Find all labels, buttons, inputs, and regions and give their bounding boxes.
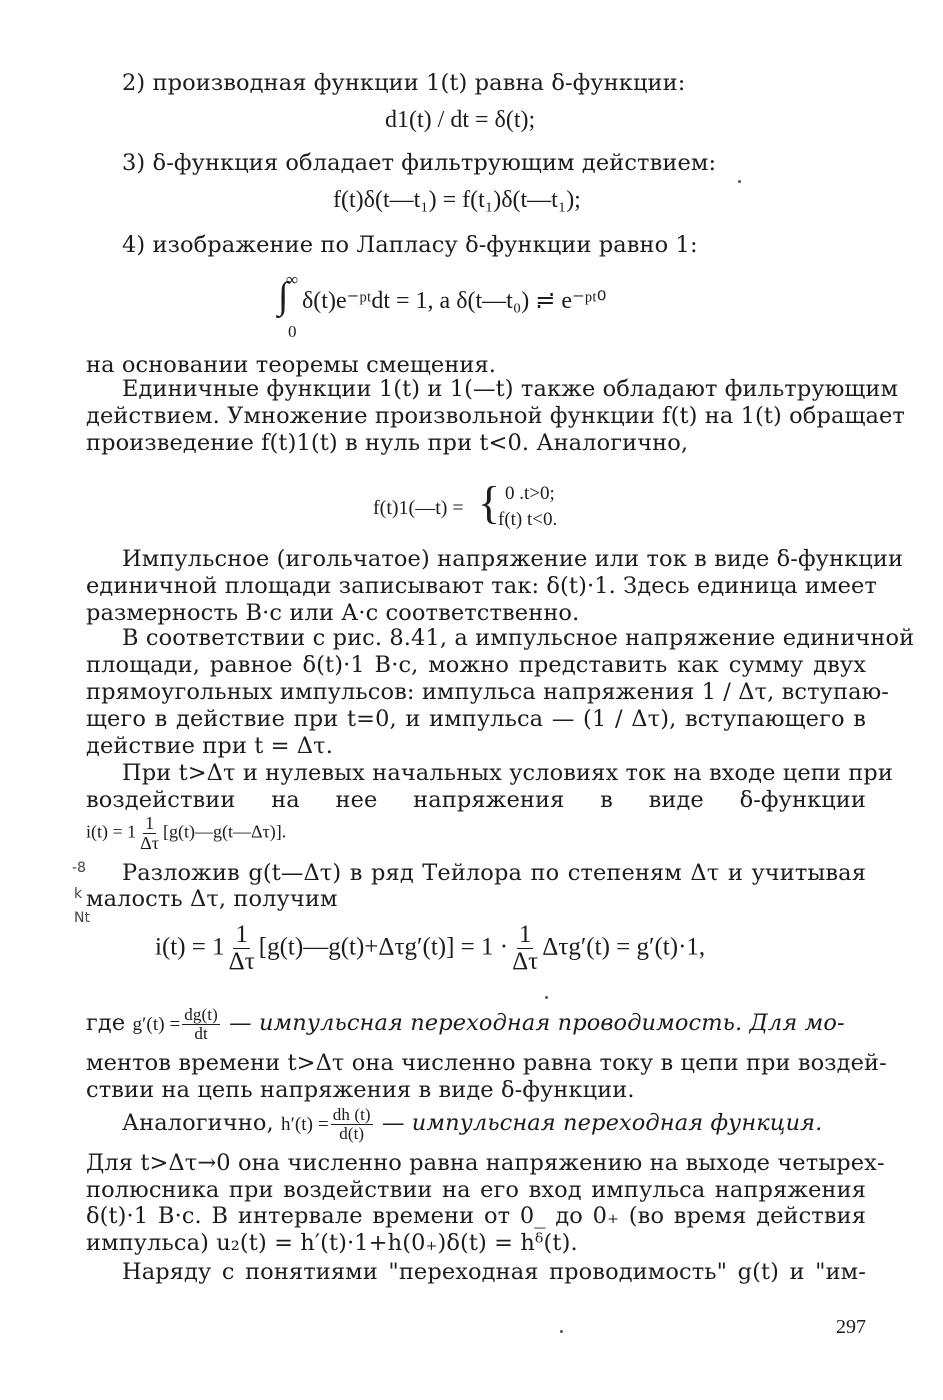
- paragraph-line: воздействии на нее напряжения в виде δ-функции: [86, 787, 866, 813]
- p8-num: dh (t): [332, 1104, 371, 1124]
- page-number: 297: [836, 1316, 866, 1338]
- paragraph-line: площади, равное δ(t)·1 В·с, можно представить как сумму двух: [86, 652, 866, 678]
- p8-den: d(t): [339, 1123, 365, 1143]
- paragraph-line: действием. Умножение произвольной функции f(t) на 1(t) обращает: [86, 403, 905, 429]
- p7-fraction: [182, 1006, 220, 1043]
- equation-taylor: [155, 922, 705, 976]
- speck: [545, 996, 548, 999]
- eq5-rhs: [g(t)—g(t—Δτ)].: [162, 821, 287, 842]
- p7-rest: — импульсная переходная проводимость. Для мо-: [229, 1010, 845, 1036]
- paragraph-line: действие при t = Δτ.: [86, 733, 333, 759]
- eq6-num-2: 1: [518, 921, 532, 948]
- eq6-rhs: Δτg′(t) = g′(t)·1,: [542, 933, 706, 961]
- equation-derivative: d1(t) / dt = δ(t);: [385, 107, 536, 133]
- paragraph-line: прямоугольных импульсов: импульса напряжения 1 / Δτ, вступаю-: [86, 679, 889, 705]
- eq6-mid: [g(t)—g(t)+Δτg′(t)] = 1 ·: [258, 933, 509, 961]
- paragraph-line: произведение f(t)1(t) в нуль при t<0. Аналогично,: [86, 430, 689, 456]
- equation-current-inline: [86, 814, 286, 853]
- equation-filter: f(t)δ(t—t₁) = f(t₁)δ(t—t₁);: [333, 187, 581, 213]
- eq5-fraction: [138, 814, 161, 853]
- eq6-lhs: i(t) = 1: [155, 933, 225, 961]
- p7-den: dt: [194, 1023, 208, 1043]
- p8-rest: — импульсная переходная функция.: [381, 1110, 823, 1136]
- paragraph-line: размерность В·с или А·с соответственно.: [86, 600, 580, 626]
- integral-sign-icon: ∫: [278, 275, 289, 317]
- paragraph-line: Разложив g(t—Δτ) в ряд Тейлора по степеням Δτ и учитывая: [122, 860, 866, 886]
- paragraph-line-hdef: [122, 1100, 866, 1148]
- margin-note: k: [74, 886, 83, 902]
- paragraph-line: δ(t)·1 В·с. В интервале времени от 0_ до 0₊ (во время действия: [86, 1203, 866, 1229]
- paragraph-line: Наряду с понятиями "переходная проводимость" g(t) и "им-: [122, 1259, 866, 1285]
- p8-fraction: [331, 1106, 373, 1143]
- paragraph-line: В соответствии с рис. 8.41, a импульсное напряжение единичной: [122, 625, 915, 651]
- paragraph-line: Импульсное (игольчатое) напряжение или ток в виде δ-функции: [122, 546, 904, 572]
- list-item-2: 2) производная функции 1(t) равна δ-функции:: [122, 70, 686, 96]
- paragraph-line: Для t>Δτ→0 она численно равна напряжению на выходе четырех-: [86, 1150, 885, 1176]
- p7-num: dg(t): [184, 1004, 218, 1024]
- piecewise-lhs: f(t)1(—t) =: [373, 497, 464, 519]
- p7-prefix: где: [86, 1010, 126, 1036]
- paragraph-line: малость Δτ, получим: [86, 886, 338, 912]
- margin-note: Nt: [74, 910, 90, 926]
- eq5-den: Δτ: [140, 832, 159, 853]
- eq6-num-1: 1: [235, 921, 248, 948]
- paragraph-line: При t>Δτ и нулевых начальных условиях ток на входе цепи при: [122, 760, 893, 786]
- p8-hdef: h′(t) =: [281, 1114, 329, 1135]
- paragraph-line: полюсника при воздействии на его вход импульса напряжения: [86, 1177, 866, 1203]
- eq6-den-2: Δτ: [512, 948, 539, 976]
- equation-laplace: δ(t)e⁻ᵖᵗdt = 1, a δ(t—t₀) ≓ e⁻ᵖᵗ⁰: [302, 288, 607, 314]
- speck: [560, 1330, 563, 1333]
- brace-icon: {: [478, 477, 501, 528]
- eq5-num: 1: [145, 813, 155, 833]
- paragraph-line-gdef: [86, 1000, 866, 1048]
- integral-lower-limit: 0: [288, 322, 297, 341]
- speck: [738, 180, 741, 183]
- eq6-den-1: Δτ: [228, 948, 255, 976]
- paragraph-line: единичной площади записывают так: δ(t)·1. Здесь единица имеет: [86, 573, 877, 599]
- eq6-fraction-2: [510, 922, 540, 976]
- list-item-4: 4) изображение по Лапласу δ-функции равно 1:: [122, 232, 698, 258]
- piecewise-case-1: 0 .t>0;: [505, 483, 555, 504]
- p8-prefix: Аналогично,: [122, 1110, 274, 1136]
- margin-note: -8: [72, 860, 86, 876]
- p7-gdef: g′(t) =: [132, 1014, 181, 1035]
- integral-upper-limit: ∞: [286, 270, 299, 289]
- paragraph-line: на основании теоремы смещения.: [86, 352, 497, 378]
- list-item-3: 3) δ-функция обладает фильтрующим действием:: [122, 150, 717, 176]
- eq6-fraction-1: [227, 922, 257, 976]
- paragraph-line: Единичные функции 1(t) и 1(—t) также обладают фильтрующим: [122, 376, 899, 402]
- paragraph-line: ментов времени t>Δτ она численно равна току в цепи при воздей-: [86, 1050, 887, 1076]
- piecewise-case-2: f(t) t<0.: [498, 509, 558, 530]
- paragraph-line: импульса) u₂(t) = h′(t)·1+h(0₊)δ(t) = hᵟ(t).: [86, 1230, 578, 1256]
- paragraph-line: щего в действие при t=0, и импульса — (1 / Δτ), вступающего в: [86, 706, 866, 732]
- eq5-lhs: i(t) = 1: [86, 821, 137, 842]
- paragraph-line: ствии на цепь напряжения в виде δ-функции.: [86, 1077, 635, 1103]
